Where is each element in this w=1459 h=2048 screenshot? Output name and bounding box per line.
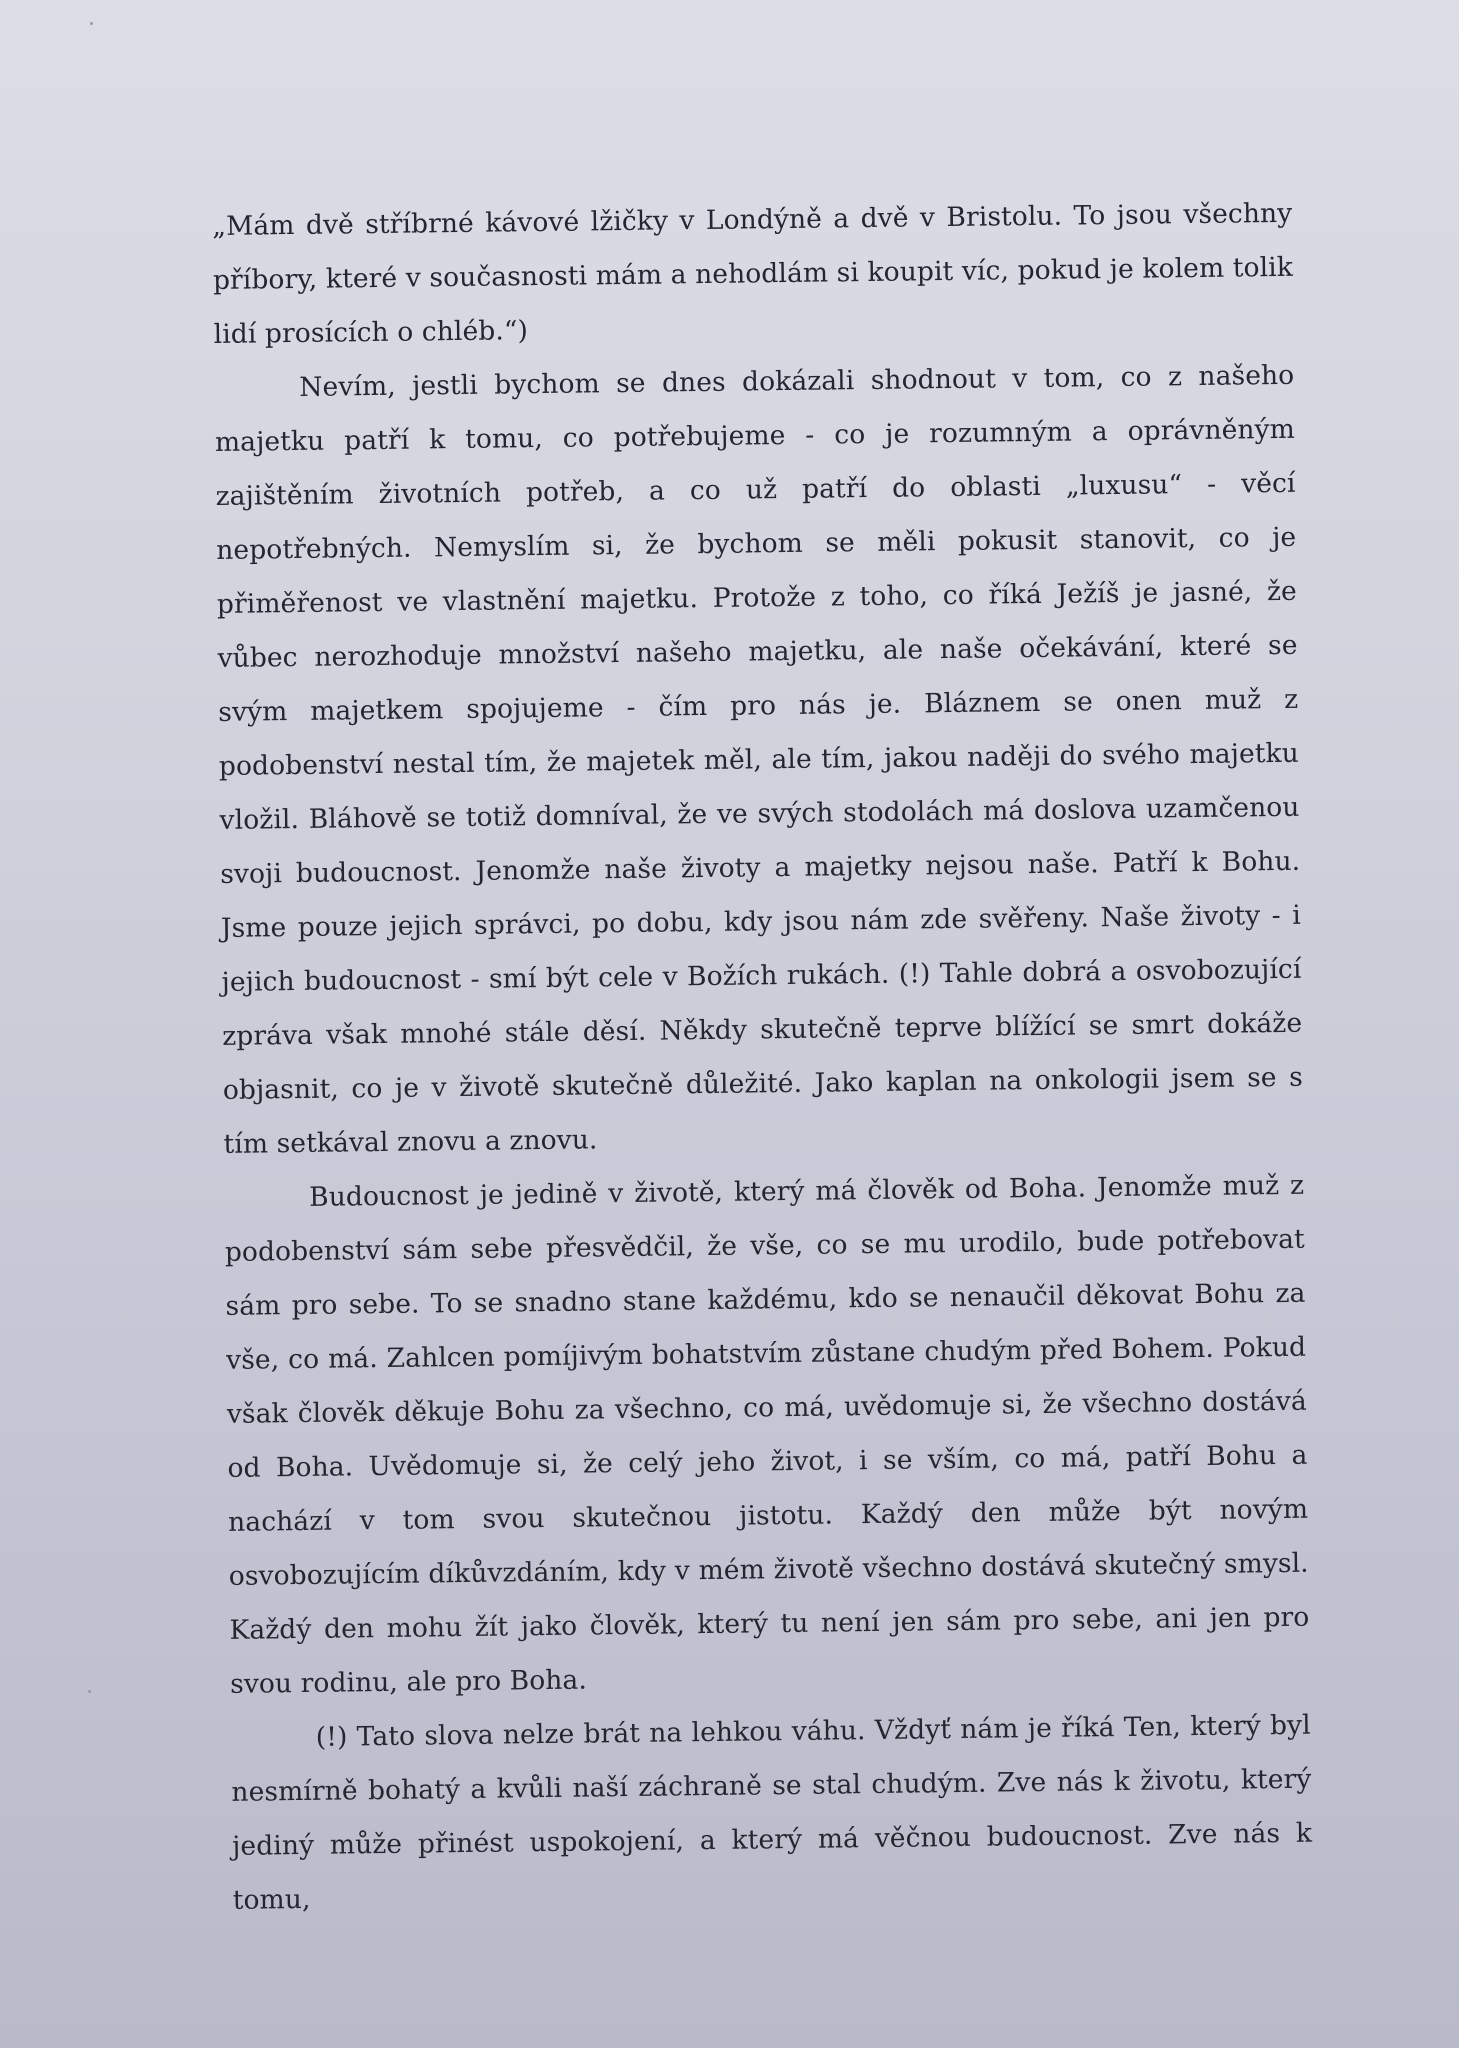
paper-speck	[88, 1690, 91, 1693]
paragraph-quote-end: „Mám dvě stříbrné kávové lžičky v Londýně a dvě v Bristolu. To jsou všechny příbory, které v současnosti mám a nehodlám si koupit víc, pokud je kolem tolik lidí prosících o chléb.“)	[212, 197, 1294, 350]
paragraph-invitation: (!) Tato slova nelze brát na lehkou váhu. Vždyť nám je říká Ten, který byl nesmírně bohatý a kvůli naší záchraně se stal chudým. Zve nás k životu, který jediný může přinést uspokojení, a který má věčnou budoucnost. Zve nás k tomu,	[231, 1709, 1313, 1916]
paragraph-future: Budoucnost je jedině v životě, který má člověk od Boha. Jenomže muž z podobenství sám sebe přesvědčil, že vše, co se mu urodilo, bude potřebovat sám pro sebe. To se snadno stane každému, kdo se nenaučil děkovat Bohu za vše, co má. Zahlcen pomíjivým bohatstvím zůstane chudým před Bohem. Pokud však člověk děkuje Bohu za všechno, co má, uvědomuje si, že všechno dostává od Boha. Uvědomuje si, že celý jeho život, i se vším, co má, patří Bohu a nachází v tom svou skutečnou jistotu. Každý den může být novým osvobozujícím díkůvzdáním, kdy v mém životě všechno dostává skutečný smysl. Každý den mohu žít jako člověk, který tu není jen sám pro sebe, ani jen pro svou rodinu, ale pro Boha.	[224, 1169, 1310, 1700]
paper-speck	[90, 22, 93, 25]
paragraph-property: Nevím, jestli bychom se dnes dokázali shodnout v tom, co z našeho majetku patří k tomu, co potřebujeme - co je rozumným a oprávněným zajištěním životních potřeb, a co už patří do oblasti „luxusu“ - věcí nepotřebných. Nemyslím si, že bychom se měli pokusit stanovit, co je přiměřenost ve vlastnění majetku. Protože z toho, co říká Ježíš je jasné, že vůbec nerozhoduje množství našeho majetku, ale naše očekávání, které se svým majetkem spojujeme - čím pro nás je. Bláznem se onen muž z podobenství nestal tím, že majetek měl, ale tím, jakou naději do svého majetku vložil. Bláhově se totiž domníval, že ve svých stodolách má doslova uzamčenou svoji budoucnost. Jenomže naše životy a majetky nejsou naše. Patří k Bohu. Jsme pouze jejich správci, po dobu, kdy jsou nám zde svěřeny. Naše životy - i jejich budoucnost - smí být cele v Božích rukách. (!) Tahle dobrá a osvobozující zpráva však mnohé stále děsí. Někdy skutečně teprve blížící se smrt dokáže objasnit, co je v životě skutečně důležité. Jako kaplan na onkologii jsem se s tím setkával znovu a znovu.	[214, 359, 1303, 1160]
body-text	[212, 187, 1313, 1928]
